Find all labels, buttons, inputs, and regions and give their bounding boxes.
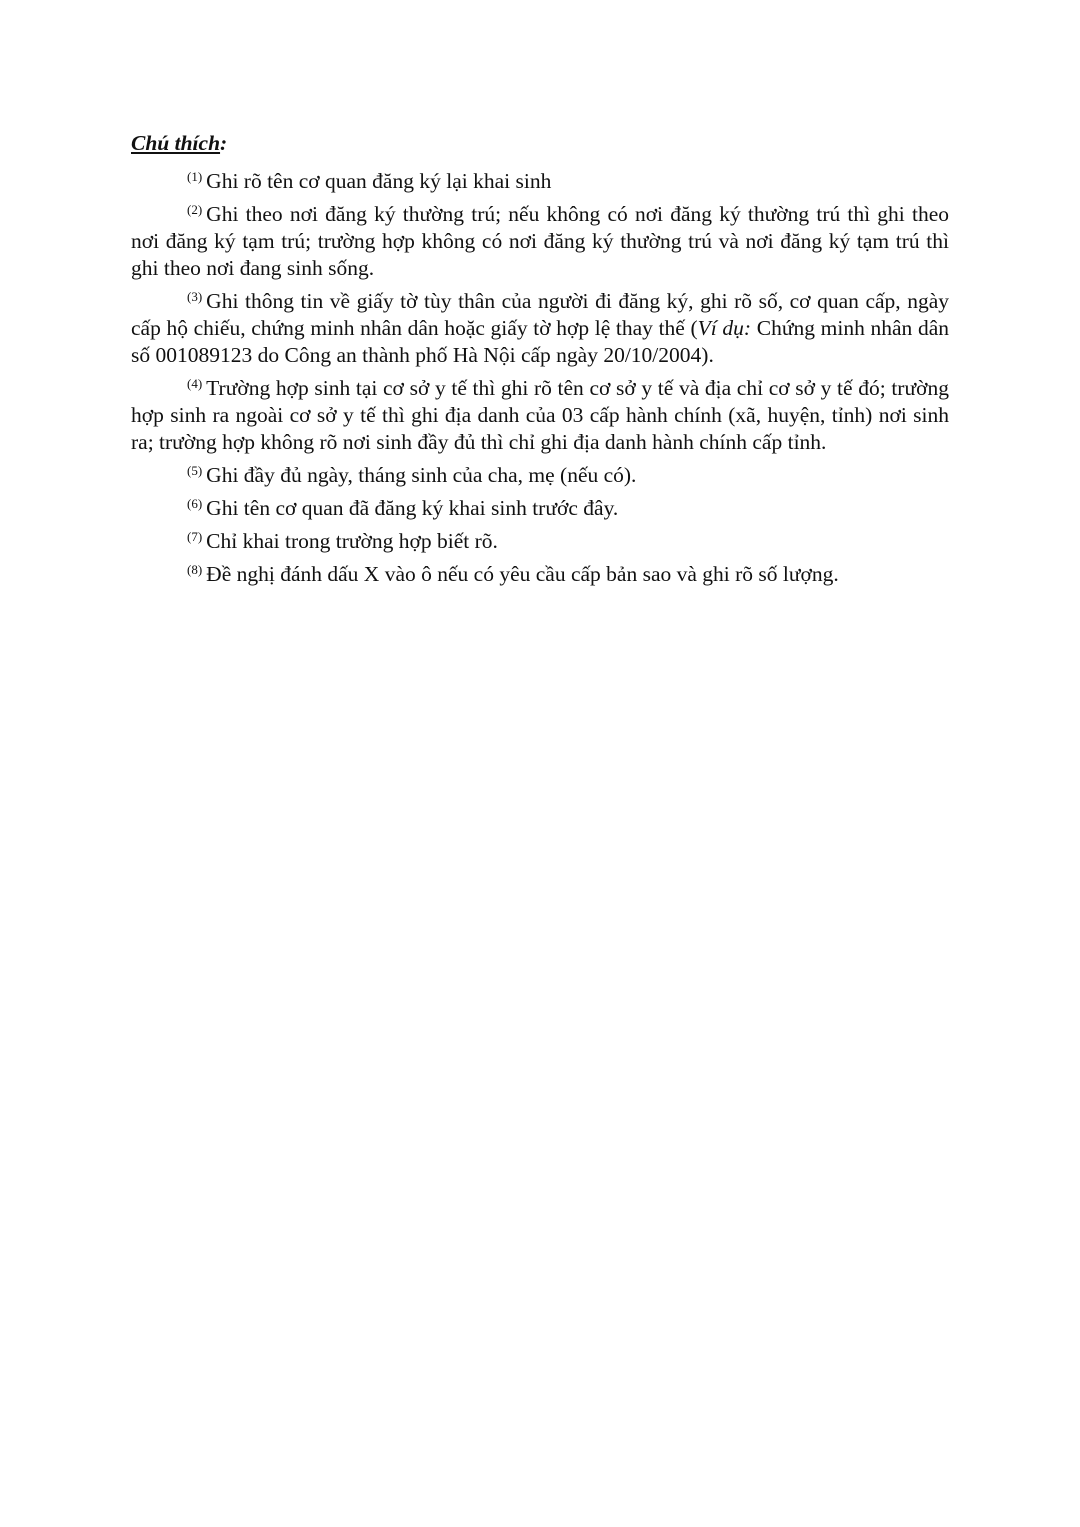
note-text: Ghi rõ tên cơ quan đăng ký lại khai sinh: [206, 169, 552, 193]
note-6: [131, 495, 949, 522]
note-marker: (5): [187, 463, 203, 478]
note-5: [131, 462, 949, 489]
document-page: [131, 128, 949, 594]
note-text-after: Chứng minh nhân dân số 001089123 do Công an thành phố Hà Nội cấp ngày 20/10/2004).: [131, 316, 949, 367]
notes-heading: [131, 128, 949, 158]
note-8: [131, 561, 949, 588]
note-text: Ghi đầy đủ ngày, tháng sinh của cha, mẹ (nếu có).: [206, 463, 637, 487]
note-example-label: Ví dụ:: [697, 316, 752, 340]
note-marker: (6): [187, 496, 203, 511]
note-7: [131, 528, 949, 555]
note-text: Đề nghị đánh dấu X vào ô nếu có yêu cầu cấp bản sao và ghi rõ số lượng.: [206, 562, 839, 586]
note-marker: (7): [187, 529, 203, 544]
note-marker: (8): [187, 562, 203, 577]
note-4: [131, 375, 949, 456]
note-1: [131, 168, 949, 195]
note-marker: (3): [187, 289, 203, 304]
note-marker: (1): [187, 169, 203, 184]
note-text: Ghi theo nơi đăng ký thường trú; nếu không có nơi đăng ký thường trú thì ghi theo nơi đăng ký tạm trú; trường hợp không có nơi đăng ký thường trú và nơi đăng ký tạm trú thì ghi theo nơi đang sinh sống.: [131, 202, 949, 280]
note-text: Chỉ khai trong trường hợp biết rõ.: [206, 529, 498, 553]
notes-heading-colon: :: [220, 131, 228, 155]
notes-heading-text: Chú thích: [131, 131, 221, 155]
note-marker: (4): [187, 376, 203, 391]
note-text: Trường hợp sinh tại cơ sở y tế thì ghi rõ tên cơ sở y tế và địa chỉ cơ sở y tế đó; trường hợp sinh ra ngoài cơ sở y tế thì ghi địa danh của 03 cấp hành chính (xã, huyện, tỉnh) nơi sinh ra; trường hợp không rõ nơi sinh đầy đủ thì chỉ ghi địa danh hành chính cấp tỉnh.: [131, 376, 949, 454]
note-text: Ghi tên cơ quan đã đăng ký khai sinh trước đây.: [206, 496, 619, 520]
note-2: [131, 201, 949, 282]
note-marker: (2): [187, 202, 203, 217]
note-3: [131, 288, 949, 369]
note-text: Ghi thông tin về giấy tờ tùy thân của người đi đăng ký, ghi rõ số, cơ quan cấp, ngày cấp hộ chiếu, chứng minh nhân dân hoặc giấy tờ hợp lệ thay thế (: [131, 289, 949, 340]
